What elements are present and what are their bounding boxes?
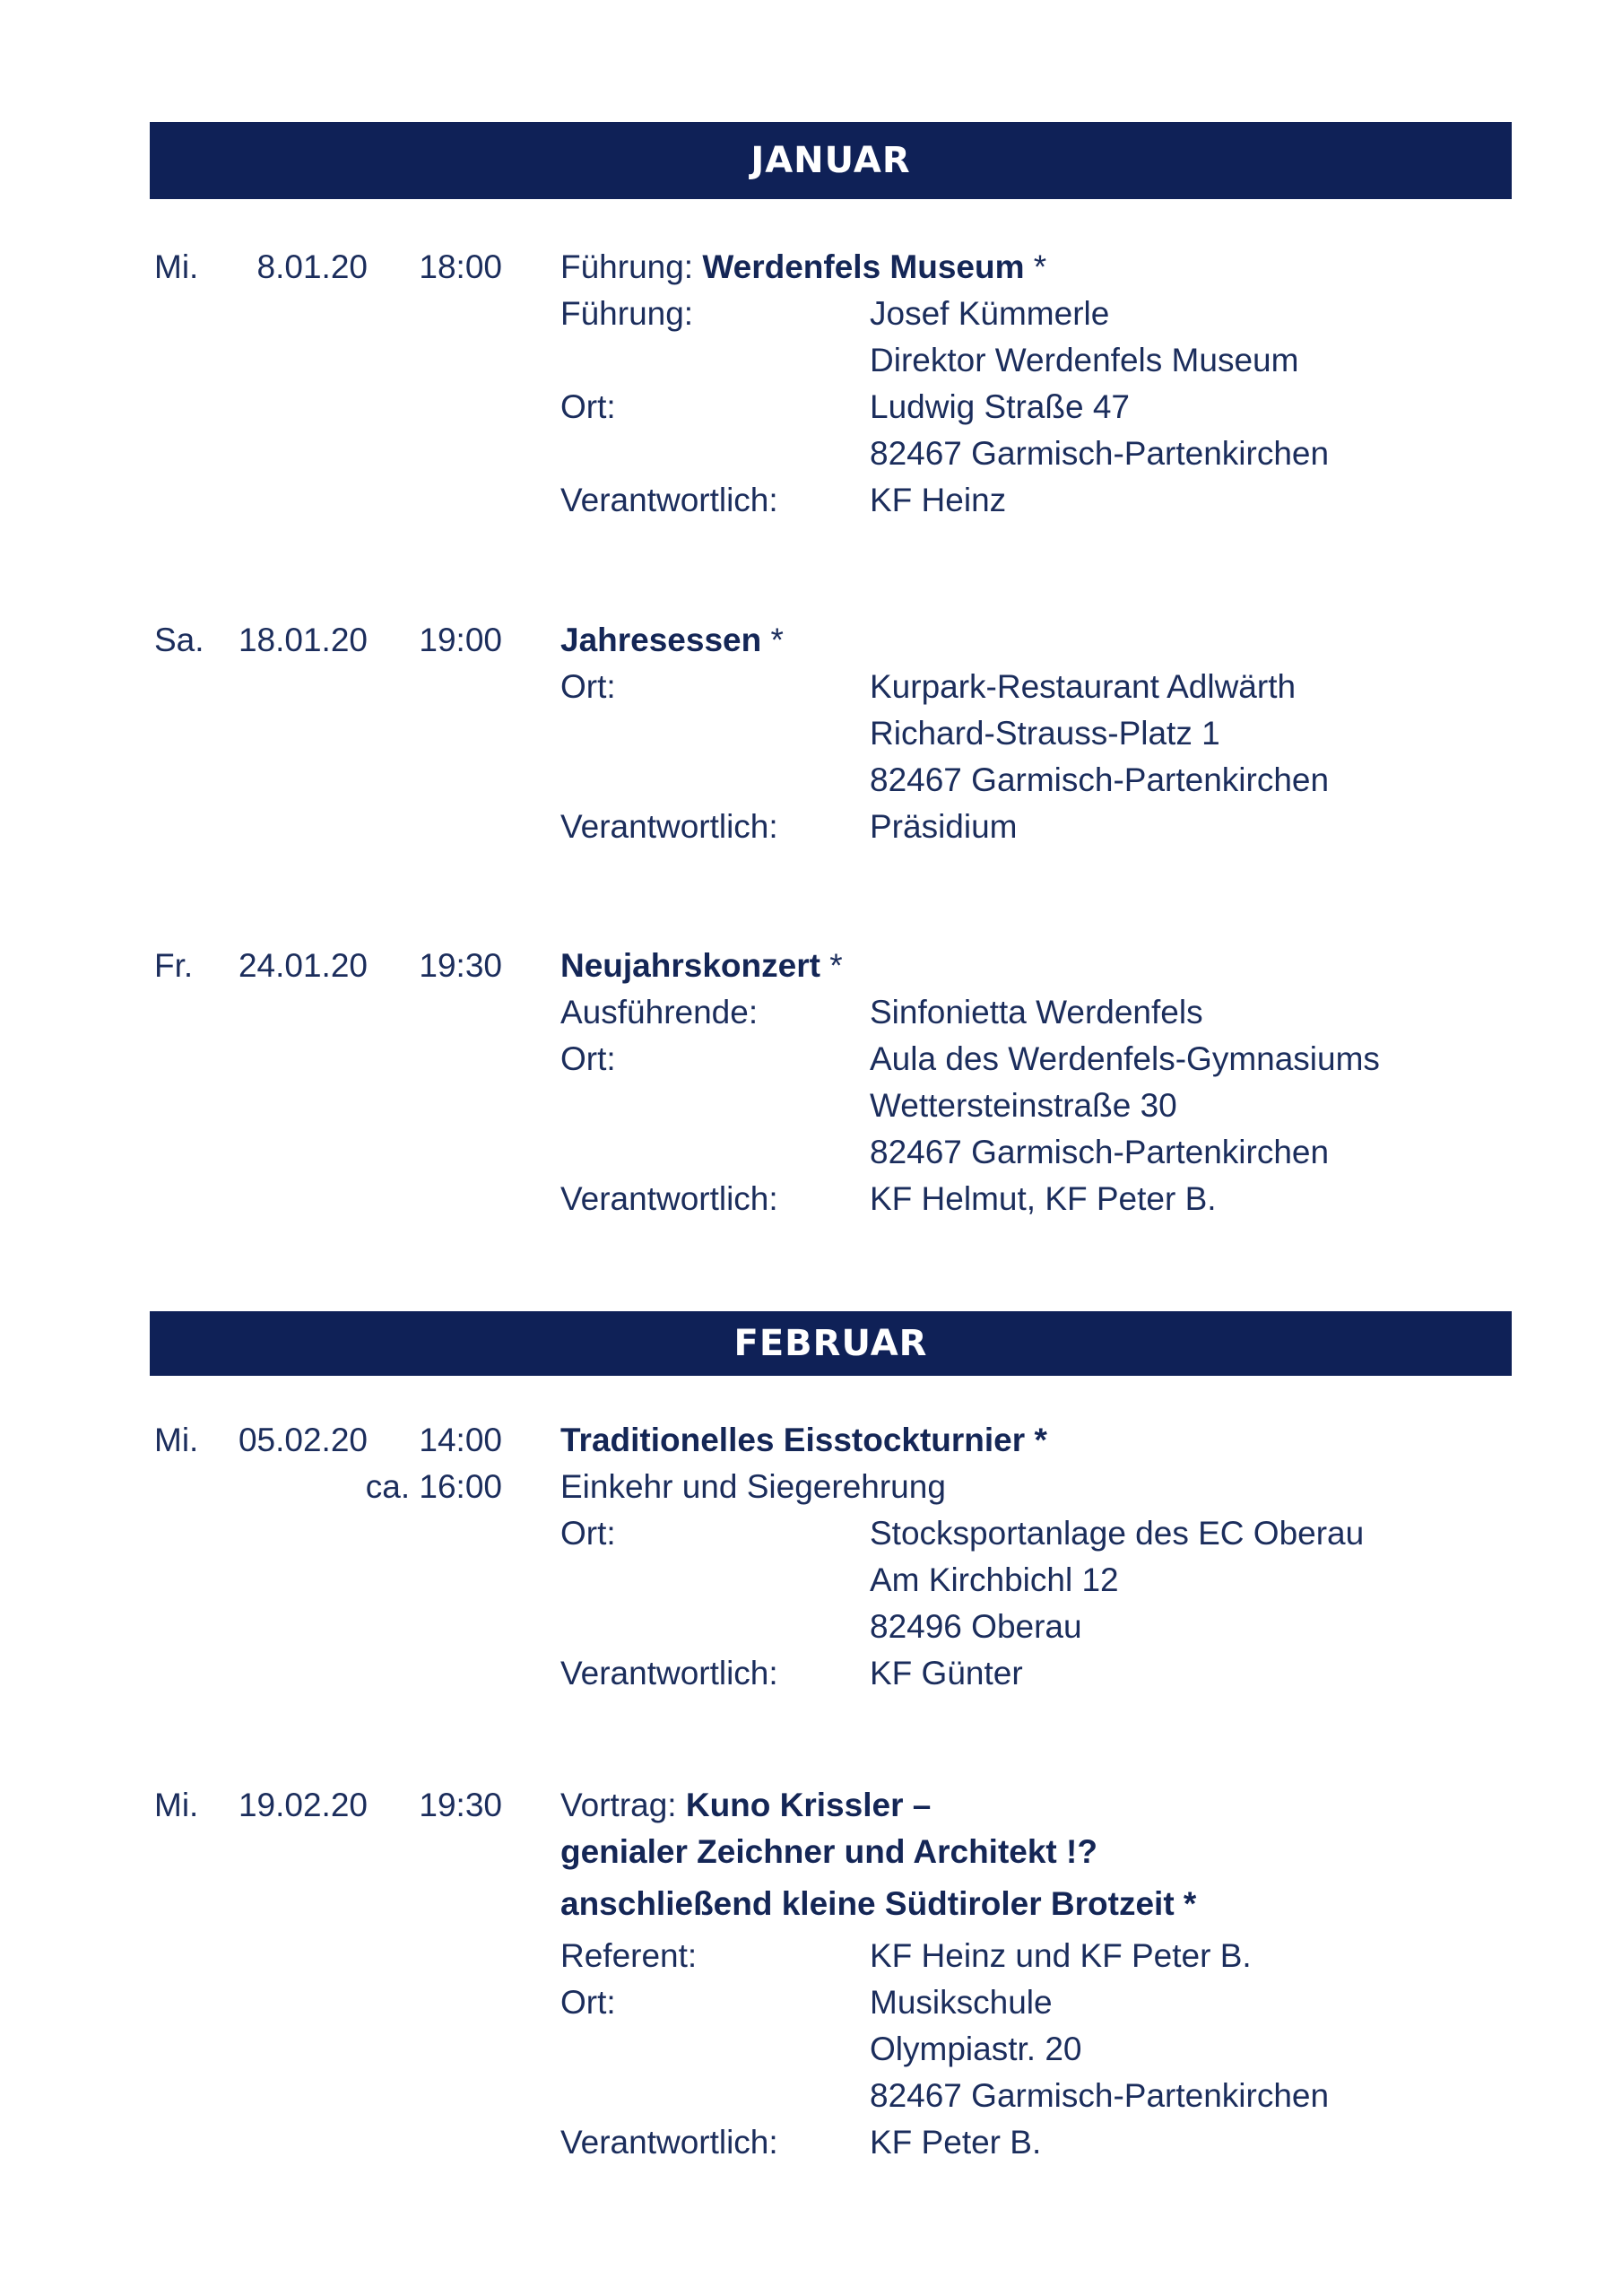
event-day: Mi. (154, 248, 199, 285)
detail-label: Verantwortlich: (560, 1655, 778, 1692)
detail-value: Ludwig Straße 47 (870, 388, 1131, 425)
event-subtitle: Einkehr und Siegerehrung (560, 1468, 946, 1505)
detail-value: Direktor Werdenfels Museum (870, 342, 1299, 378)
detail-label: Ort: (560, 1984, 616, 2021)
detail-value: KF Heinz und KF Peter B. (870, 1937, 1252, 1974)
detail-value: Musikschule (870, 1984, 1053, 2021)
event-date: 05.02.20 (238, 1422, 368, 1458)
detail-value: 82467 Garmisch-Partenkirchen (870, 435, 1330, 472)
event-title-suffix: * (1024, 248, 1047, 285)
detail-value: Am Kirchbichl 12 (870, 1561, 1119, 1598)
event-title-line3: anschließend kleine Südtiroler Brotzeit * (560, 1885, 1197, 1922)
detail-value: Aula des Werdenfels-Gymnasiums (870, 1040, 1380, 1077)
event-title-suffix: * (761, 622, 784, 658)
event-date: 24.01.20 (238, 947, 368, 984)
event-title (560, 1782, 931, 1829)
event-title-line2: genialer Zeichner und Architekt !? (560, 1833, 1097, 1870)
detail-label: Führung: (560, 295, 694, 332)
detail-value: 82467 Garmisch-Partenkirchen (870, 1134, 1330, 1170)
detail-value: 82467 Garmisch-Partenkirchen (870, 761, 1330, 798)
detail-label: Ort: (560, 668, 616, 705)
event-title-bold: Neujahrskonzert (560, 947, 820, 984)
event-title (560, 244, 1046, 291)
event-time: 19:30 (419, 1787, 502, 1823)
detail-label: Ort: (560, 1515, 616, 1552)
event-day: Sa. (154, 622, 204, 658)
event-title-suffix: * (820, 947, 843, 984)
event-date: 19.02.20 (238, 1787, 368, 1823)
detail-label: Verantwortlich: (560, 808, 778, 845)
detail-value: Richard-Strauss-Platz 1 (870, 715, 1220, 752)
event-day: Mi. (154, 1787, 199, 1823)
detail-label: Ausführende: (560, 994, 759, 1031)
detail-value: Wettersteinstraße 30 (870, 1087, 1177, 1124)
detail-value: Sinfonietta Werdenfels (870, 994, 1203, 1031)
detail-value: KF Heinz (870, 482, 1007, 518)
detail-value: KF Peter B. (870, 2124, 1042, 2161)
detail-label: Verantwortlich: (560, 482, 778, 518)
event-time-secondary: ca. 16:00 (365, 1468, 502, 1505)
month-header-january: JANUAR (150, 122, 1512, 199)
detail-value: Präsidium (870, 808, 1018, 845)
detail-value: Stocksportanlage des EC Oberau (870, 1515, 1365, 1552)
event-time: 14:00 (419, 1422, 502, 1458)
detail-value: Josef Kümmerle (870, 295, 1110, 332)
detail-value: Kurpark-Restaurant Adlwärth (870, 668, 1297, 705)
detail-label: Ort: (560, 388, 616, 425)
event-date: 18.01.20 (238, 622, 368, 658)
event-title-prefix: Führung: (560, 248, 703, 285)
detail-value: Olympiastr. 20 (870, 2031, 1082, 2067)
detail-value: 82467 Garmisch-Partenkirchen (870, 2077, 1330, 2114)
month-header-february: FEBRUAR (150, 1311, 1512, 1376)
detail-label: Verantwortlich: (560, 1180, 778, 1217)
event-title (560, 617, 784, 664)
event-title-bold: Kuno Krissler – (685, 1787, 932, 1823)
event-title (560, 1417, 1047, 1464)
detail-value: KF Helmut, KF Peter B. (870, 1180, 1217, 1217)
event-title (560, 943, 843, 989)
event-title-prefix: Vortrag: (560, 1787, 686, 1823)
event-title-bold: Jahresessen (560, 622, 762, 658)
detail-label: Referent: (560, 1937, 698, 1974)
event-time: 19:00 (419, 622, 502, 658)
detail-value: 82496 Oberau (870, 1608, 1082, 1645)
event-day: Fr. (154, 947, 194, 984)
event-title-bold: Werdenfels Museum (702, 248, 1025, 285)
event-time: 18:00 (419, 248, 502, 285)
event-date: 8.01.20 (256, 248, 368, 285)
detail-label: Ort: (560, 1040, 616, 1077)
event-time: 19:30 (419, 947, 502, 984)
event-title-bold: Traditionelles Eisstockturnier * (560, 1422, 1047, 1458)
event-day: Mi. (154, 1422, 199, 1458)
detail-label: Verantwortlich: (560, 2124, 778, 2161)
detail-value: KF Günter (870, 1655, 1023, 1692)
